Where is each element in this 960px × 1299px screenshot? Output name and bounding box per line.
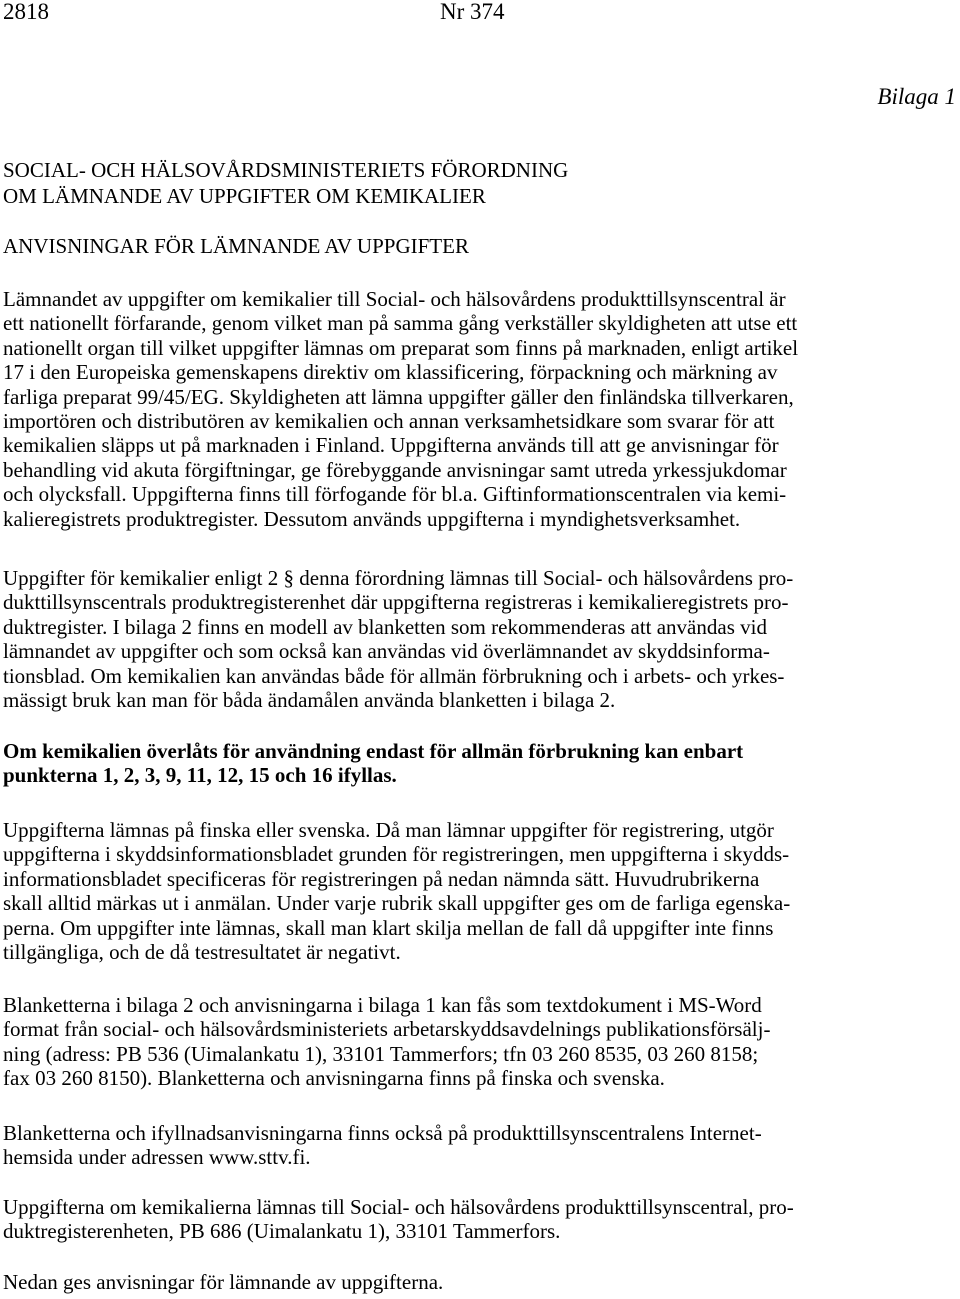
text-line: importören och distributören av kemikalien och annan verksamhetsidkare som svarar för att [3,409,775,434]
paragraph-consumer-use-note [3,739,955,788]
document-title [3,157,953,209]
text-line: uppgifterna i skyddsinformationsbladet grunden för registreringen, men uppgifterna i skydds- [3,842,790,867]
text-line: mässigt bruk kan man för båda ändamålen använda blanketten i bilaga 2. [3,688,616,713]
title-line-1: SOCIAL- OCH HÄLSOVÅRDSMINISTERIETS FÖRORDNING [3,158,569,182]
text-line: Lämnandet av uppgifter om kemikalier till Social- och hälsovårdens produkttillsynscentral är [3,287,786,311]
text-line: Uppgifterna om kemikalierna lämnas till Social- och hälsovårdens produkttillsynscentral, pro- [3,1195,794,1219]
text-line: Blanketterna och ifyllnadsanvisningarna finns också på produkttillsynscentralens Internet- [3,1121,762,1145]
paragraph-closing [3,1270,955,1294]
text-line: tillgängliga, och de då testresultatet är negativt. [3,940,401,965]
paragraph-introduction [3,287,955,531]
text-line: Blanketterna i bilaga 2 och anvisningarna i bilaga 1 kan fås som textdokument i MS-Word [3,993,762,1017]
annex-label: Bilaga 1 [877,84,956,109]
page-number: 2818 [3,0,49,24]
text-line: format från social- och hälsovårdsministeriets arbetarskyddsavdelnings publikationsförsälj- [3,1017,771,1042]
text-line: Nedan ges anvisningar för lämnande av uppgifterna. [3,1270,444,1294]
text-line: nationellt organ till vilket uppgifter lämnas om preparat som finns på marknaden, enligt artikel [3,335,799,360]
text-line: 17 i den Europeiska gemenskapens direktiv om klassificering, förpackning och märkning av [3,360,778,385]
document-subtitle: ANVISNINGAR FÖR LÄMNANDE AV UPPGIFTER [3,234,469,258]
text-line: skall alltid märkas ut i anmälan. Under varje rubrik skall uppgifter ges om de farliga egenska- [3,891,791,916]
text-line: Uppgifterna lämnas på finska eller svenska. Då man lämnar uppgifter för registrering, utgör [3,818,774,842]
paragraph-language [3,818,955,964]
text-line: Uppgifter för kemikalier enligt 2 § denna förordning lämnas till Social- och hälsovårdens pro- [3,566,794,590]
text-line: och olycksfall. Uppgifterna finns till förfogande för bl.a. Giftinformationscentralen via kemi- [3,482,787,507]
text-line: behandling vid akuta förgiftningar, ge förebyggande anvisningar samt utreda yrkessjukdomar [3,457,787,482]
text-line: ning (adress: PB 536 (Uimalankatu 1), 33101 Tammerfors; tfn 03 260 8535, 03 260 8158; [3,1041,759,1066]
paragraph-forms-availability [3,993,955,1091]
text-line: farliga preparat 99/45/EG. Skyldigheten att lämna uppgifter gäller den finländska tillverkaren, [3,384,794,409]
text-line: tionsblad. Om kemikalien kan användas både för allmän förbrukning och i arbets- och yrkes- [3,663,785,688]
text-line: fax 03 260 8150). Blanketterna och anvisningarna finns på finska och svenska. [3,1066,665,1091]
text-line: lämnandet av uppgifter och som också kan användas vid överlämnandet av skyddsinforma- [3,639,770,664]
text-line: ett nationellt förfarande, genom vilket man på samma gång verkställer skyldigheten att utse ett [3,311,798,336]
text-line: kemikalien släpps ut på marknaden i Finland. Uppgifterna används till att ge anvisningar för [3,433,779,458]
text-line: perna. Om uppgifter inte lämnas, skall man klart skilja mellan de fall då uppgifter inte finns [3,915,774,940]
paragraph-submission [3,566,955,712]
issue-number: Nr 374 [440,0,505,24]
text-line: hemsida under adressen www.sttv.fi. [3,1145,311,1170]
text-line: dukttillsynscentrals produktregisterenhet där uppgifterna registreras i kemikalieregistrets pro- [3,590,789,615]
text-line: Om kemikalien överlåts för användning endast för allmän förbrukning kan enbart [3,739,744,763]
text-line: kalieregistrets produktregister. Dessutom används uppgifterna i myndighetsverksamhet. [3,506,741,531]
paragraph-address [3,1195,955,1244]
text-line: informationsbladet specificeras för registreringen på nedan nämnda sätt. Huvudrubrikerna [3,866,760,891]
title-line-2: OM LÄMNANDE AV UPPGIFTER OM KEMIKALIER [3,184,486,208]
text-line: punkterna 1, 2, 3, 9, 11, 12, 15 och 16 ifyllas. [3,763,397,788]
text-line: duktregister. I bilaga 2 finns en modell av blanketten som rekommenderas att användas vid [3,614,767,639]
text-line: duktregisterenheten, PB 686 (Uimalankatu 1), 33101 Tammerfors. [3,1219,561,1244]
paragraph-website [3,1121,955,1170]
